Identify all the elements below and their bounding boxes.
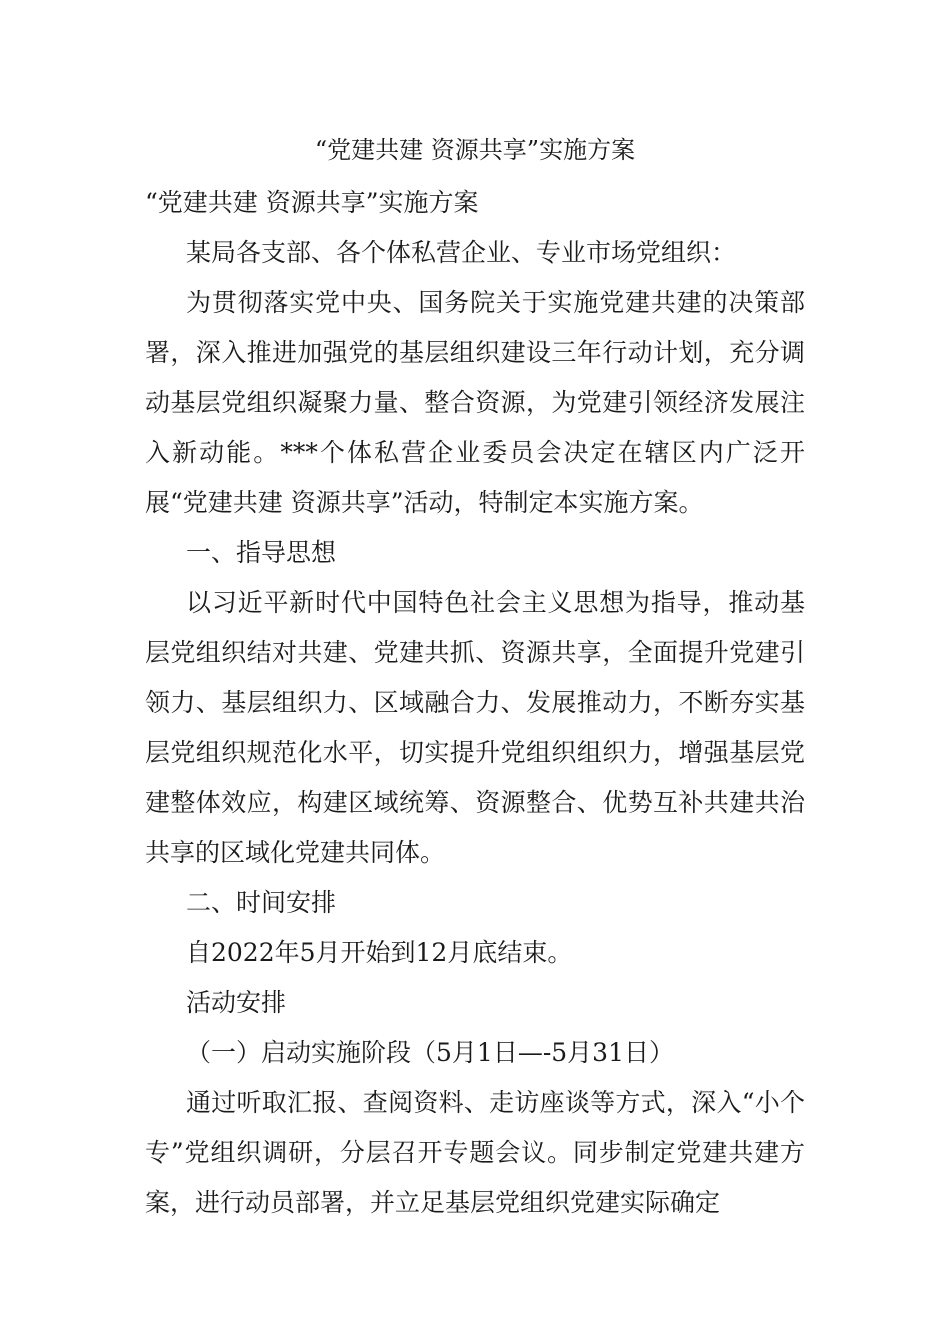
guiding-ideology-paragraph: 以习近平新时代中国特色社会主义思想为指导，推动基层党组织结对共建、党建共抓、资源共享，全面提升党建引领力、基层组织力、区域融合力、发展推动力，不断夯实基层党组织规范化水平，切实提升党组织组织力，增强基层党建整体效应，构建区域统筹、资源整合、优势互补共建共治共享的区域化党建共同体。 (145, 588, 805, 867)
launch-phase-paragraph: 通过听取汇报、查阅资料、走访座谈等方式，深入“小个专”党组织调研，分层召开专题会议。同步制定党建共建方案，进行动员部署，并立足基层党组织党建实际确定 (145, 1088, 805, 1217)
section-heading-guiding-ideology: 一、指导思想 (186, 538, 337, 567)
section-heading-schedule: 二、时间安排 (186, 888, 337, 917)
intro-paragraph: 为贯彻落实党中央、国务院关于实施党建共建的决策部署，深入推进加强党的基层组织建设三年行动计划，充分调动基层党组织凝聚力量、整合资源，为党建引领经济发展注入新动能。***个体私营企业委员会决定在辖区内广泛开展“党建共建 资源共享”活动，特制定本实施方案。 (145, 288, 805, 517)
document-subtitle: “党建共建 资源共享”实施方案 (145, 188, 479, 217)
section-heading-activity-arrangement: 活动安排 (186, 988, 287, 1017)
schedule-paragraph: 自2022年5月开始到12月底结束。 (186, 938, 573, 967)
document-body (145, 178, 805, 1228)
document-title: “党建共建 资源共享”实施方案 (314, 136, 636, 164)
phase-heading-launch: （一）启动实施阶段（5月1日—-5月31日） (186, 1038, 674, 1067)
salutation: 某局各支部、各个体私营企业、专业市场党组织： (186, 238, 737, 267)
